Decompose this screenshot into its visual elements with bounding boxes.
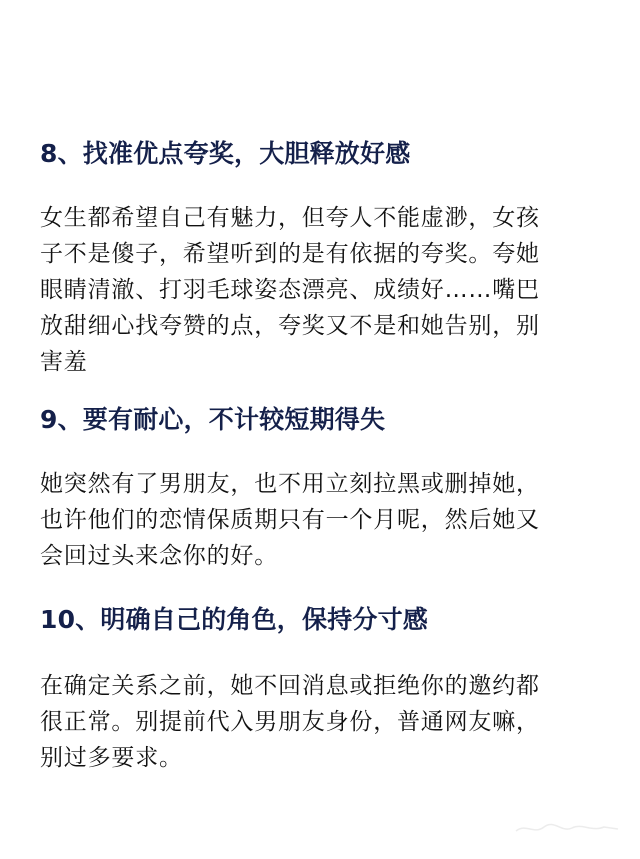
- paragraph-line: 放甜细心找夸赞的点，夸奖又不是和她告别，别: [40, 313, 540, 339]
- paragraph-line: 很正常。别提前代入男朋友身份，普通网友嘛，: [40, 709, 540, 735]
- paragraph-line: 女生都希望自己有魅力，但夸人不能虚渺，女孩: [40, 205, 540, 231]
- watermark-icon: [512, 819, 622, 837]
- paragraph-line: 害羞: [40, 349, 88, 375]
- section-10-body: [40, 668, 615, 776]
- paragraph: [40, 200, 615, 380]
- section-8: [40, 137, 615, 171]
- section-heading: 8、找准优点夸奖，大胆释放好感: [40, 139, 411, 168]
- paragraph-line: 别过多要求。: [40, 745, 183, 771]
- paragraph-line: 她突然有了男朋友，也不用立刻拉黑或删掉她，: [40, 471, 540, 497]
- paragraph-line: 会回过头来念你的好。: [40, 543, 278, 569]
- section-8-body: [40, 200, 615, 380]
- section-9: [40, 403, 615, 437]
- paragraph-line: 在确定关系之前，她不回消息或拒绝你的邀约都: [40, 673, 540, 699]
- paragraph-line: 眼睛清澈、打羽毛球姿态漂亮、成绩好……嘴巴: [40, 277, 540, 303]
- paragraph: [40, 668, 615, 776]
- paragraph-line: 也许他们的恋情保质期只有一个月呢，然后她又: [40, 507, 540, 533]
- section-9-body: [40, 466, 615, 574]
- section-10: [40, 603, 615, 637]
- paragraph-line: 子不是傻子，希望听到的是有依据的夸奖。夸她: [40, 241, 540, 267]
- section-heading: 10、明确自己的角色，保持分寸感: [40, 605, 428, 634]
- section-heading: 9、要有耐心，不计较短期得失: [40, 405, 386, 434]
- paragraph: [40, 466, 615, 574]
